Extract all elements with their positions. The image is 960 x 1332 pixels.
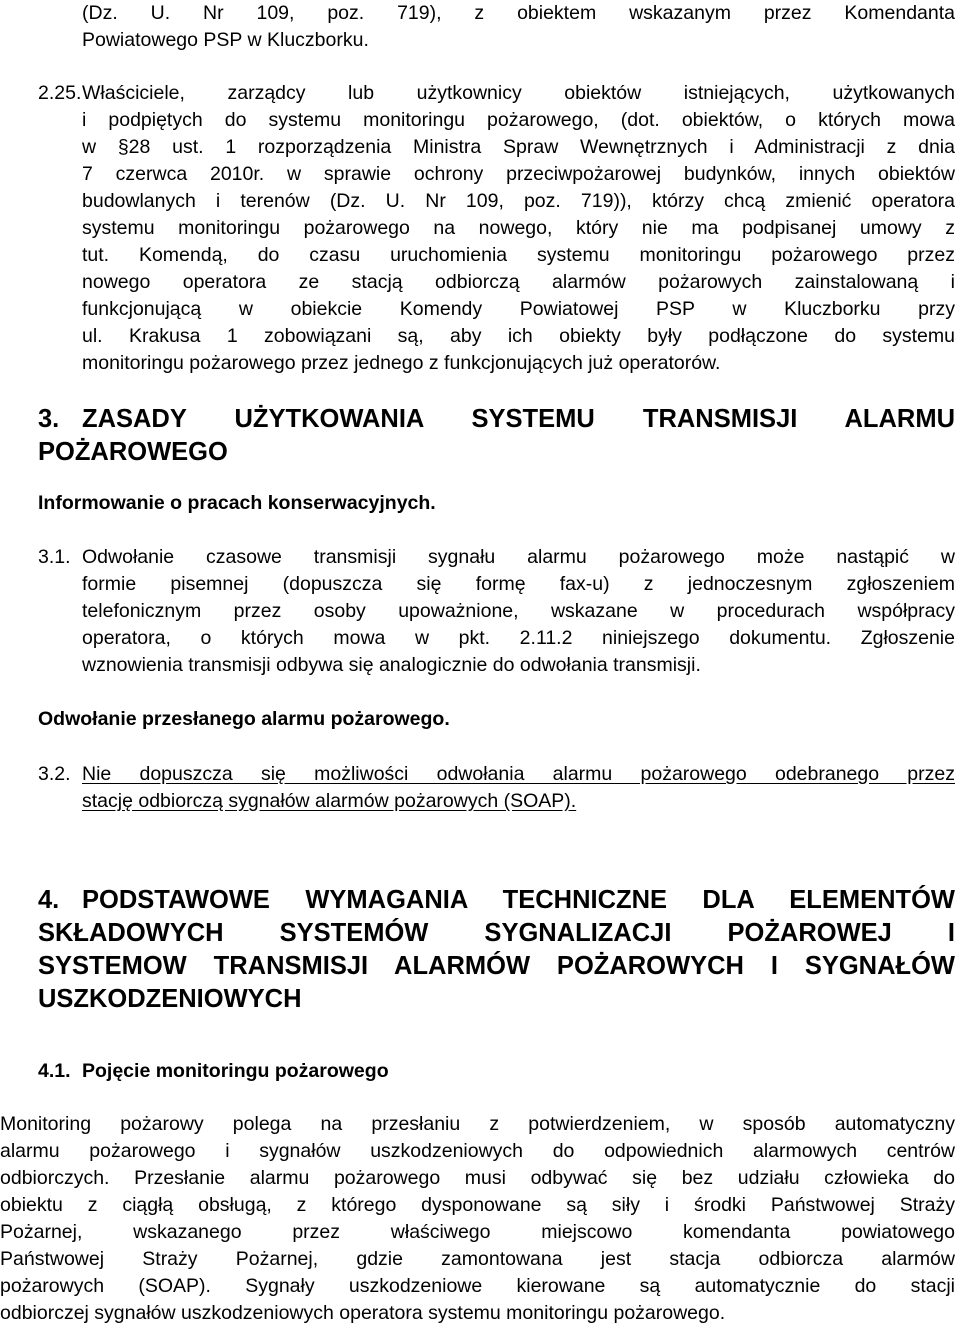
text-line: i podpiętych do systemu monitoringu pożarowego, (dot. obiektów, o których mowa [82,109,955,131]
text-line: Monitoring pożarowy polega na przesłaniu z potwierdzeniem, w sposób automatyczny [0,1113,955,1135]
title-line: SYSTEMOW TRANSMISJI ALARMÓW POŻAROWYCH I SYGNAŁÓW [38,952,955,980]
text-line: telefonicznym przez osoby upoważnione, wskazane w procedurach współpracy [82,600,955,622]
text-line: operatora, o których mowa w pkt. 2.11.2 niniejszego dokumentu. Zgłoszenie [82,627,955,649]
text-line: wznowienia transmisji odbywa się analogicznie do odwołania transmisji. [82,654,701,676]
text-line: obiektu z ciągłą obsługą, z którego dysponowane są siły i środki Państwowej Straży [0,1194,955,1216]
text-line: stację odbiorczą sygnałów alarmów pożarowych (SOAP). [82,790,577,812]
item-body [82,544,955,571]
item-body [82,80,955,107]
item-number: 3.2. [38,763,71,785]
text-line: Pożarnej, wskazanego przez właściwego miejscowo komendanta powiatowego [0,1221,955,1243]
text-line: formie pisemnej (dopuszcza się formę fax-u) z jednoczesnym zgłoszeniem [82,573,955,595]
item-body [82,761,955,788]
section-4-title-continuation [38,917,955,1016]
item-number: 2.25. [38,82,82,104]
text-line: w §28 ust. 1 rozporządzenia Ministra Spraw Wewnętrznych i Administracji z dnia [82,136,955,158]
text-line: alarmu pożarowego i sygnałów uszkodzeniowych do odpowiednich alarmowych centrów [0,1140,955,1162]
title-line: PODSTAWOWE WYMAGANIA TECHNICZNE DLA ELEMENTÓW [82,886,955,914]
subheading-alarm-cancel: Odwołanie przesłanego alarmu pożarowego. [38,708,450,730]
title-line: POŻAROWEGO [38,438,228,466]
continuation-text [82,0,955,54]
title-line: USZKODZENIOWYCH [38,985,302,1013]
text-line: tut. Komendą, do czasu uruchomienia systemu monitoringu pożarowego przez [82,244,955,266]
text-line: systemu monitoringu pożarowego na nowego, który nie ma podpisanej umowy z [82,217,955,239]
text-line: (Dz. U. Nr 109, poz. 719), z obiektem wskazanym przez Komendanta [82,2,955,24]
text-line: Państwowej Straży Pożarnej, gdzie zamontowana jest stacja odbiorcza alarmów [0,1248,955,1270]
item-3-2-continuation [82,788,955,815]
section-number: 4. [38,886,60,914]
text-line: odbiorczej sygnałów uszkodzeniowych operatora systemu monitoringu pożarowego. [0,1302,726,1324]
item-3-1-continuation [82,571,955,679]
text-line: odbiorczych. Przesłanie alarmu pożarowego musi odbywać się bez udziału człowieka do [0,1167,955,1189]
section-title [82,403,955,436]
title-line: ZASADY UŻYTKOWANIA SYSTEMU TRANSMISJI ALARMU [82,405,955,433]
section-title [82,884,955,917]
section-number: 3. [38,405,60,433]
item-number: 4.1. [38,1060,71,1082]
text-line: Odwołanie czasowe transmisji sygnału alarmu pożarowego może nastąpić w [82,546,955,568]
text-line: budowlanych i terenów (Dz. U. Nr 109, poz. 719)), którzy chcą zmienić operatora [82,190,955,212]
text-line: Nie dopuszcza się możliwości odwołania alarmu pożarowego odebranego przez [82,763,955,785]
text-line: Powiatowego PSP w Kluczborku. [82,29,369,51]
text-line: monitoringu pożarowego przez jednego z funkcjonujących już operatorów. [82,352,721,374]
item-title: Pojęcie monitoringu pożarowego [82,1060,389,1082]
text-line: nowego operatora ze stacją odbiorczą alarmów pożarowych zainstalowaną i [82,271,955,293]
text-line: 7 czerwca 2010r. w sprawie ochrony przeciwpożarowej budynków, innych obiektów [82,163,955,185]
subheading-maintenance: Informowanie o pracach konserwacyjnych. [38,492,436,514]
item-2-25-continuation [82,107,955,377]
text-line: funkcjonującą w obiekcie Komendy Powiatowej PSP w Kluczborku przy [82,298,955,320]
title-line: SKŁADOWYCH SYSTEMÓW SYGNALIZACJI POŻAROWEJ I [38,919,955,947]
item-number: 3.1. [38,546,71,568]
text-line: Właściciele, zarządcy lub użytkownicy obiektów istniejących, użytkowanych [82,82,955,104]
section-3-title-continuation [38,436,955,469]
text-line: pożarowych (SOAP). Sygnały uszkodzeniowe kierowane są automatycznie do stacji [0,1275,955,1297]
text-line: ul. Krakusa 1 zobowiązani są, aby ich obiekty były podłączone do systemu [82,325,955,347]
monitoring-paragraph [0,1111,955,1327]
